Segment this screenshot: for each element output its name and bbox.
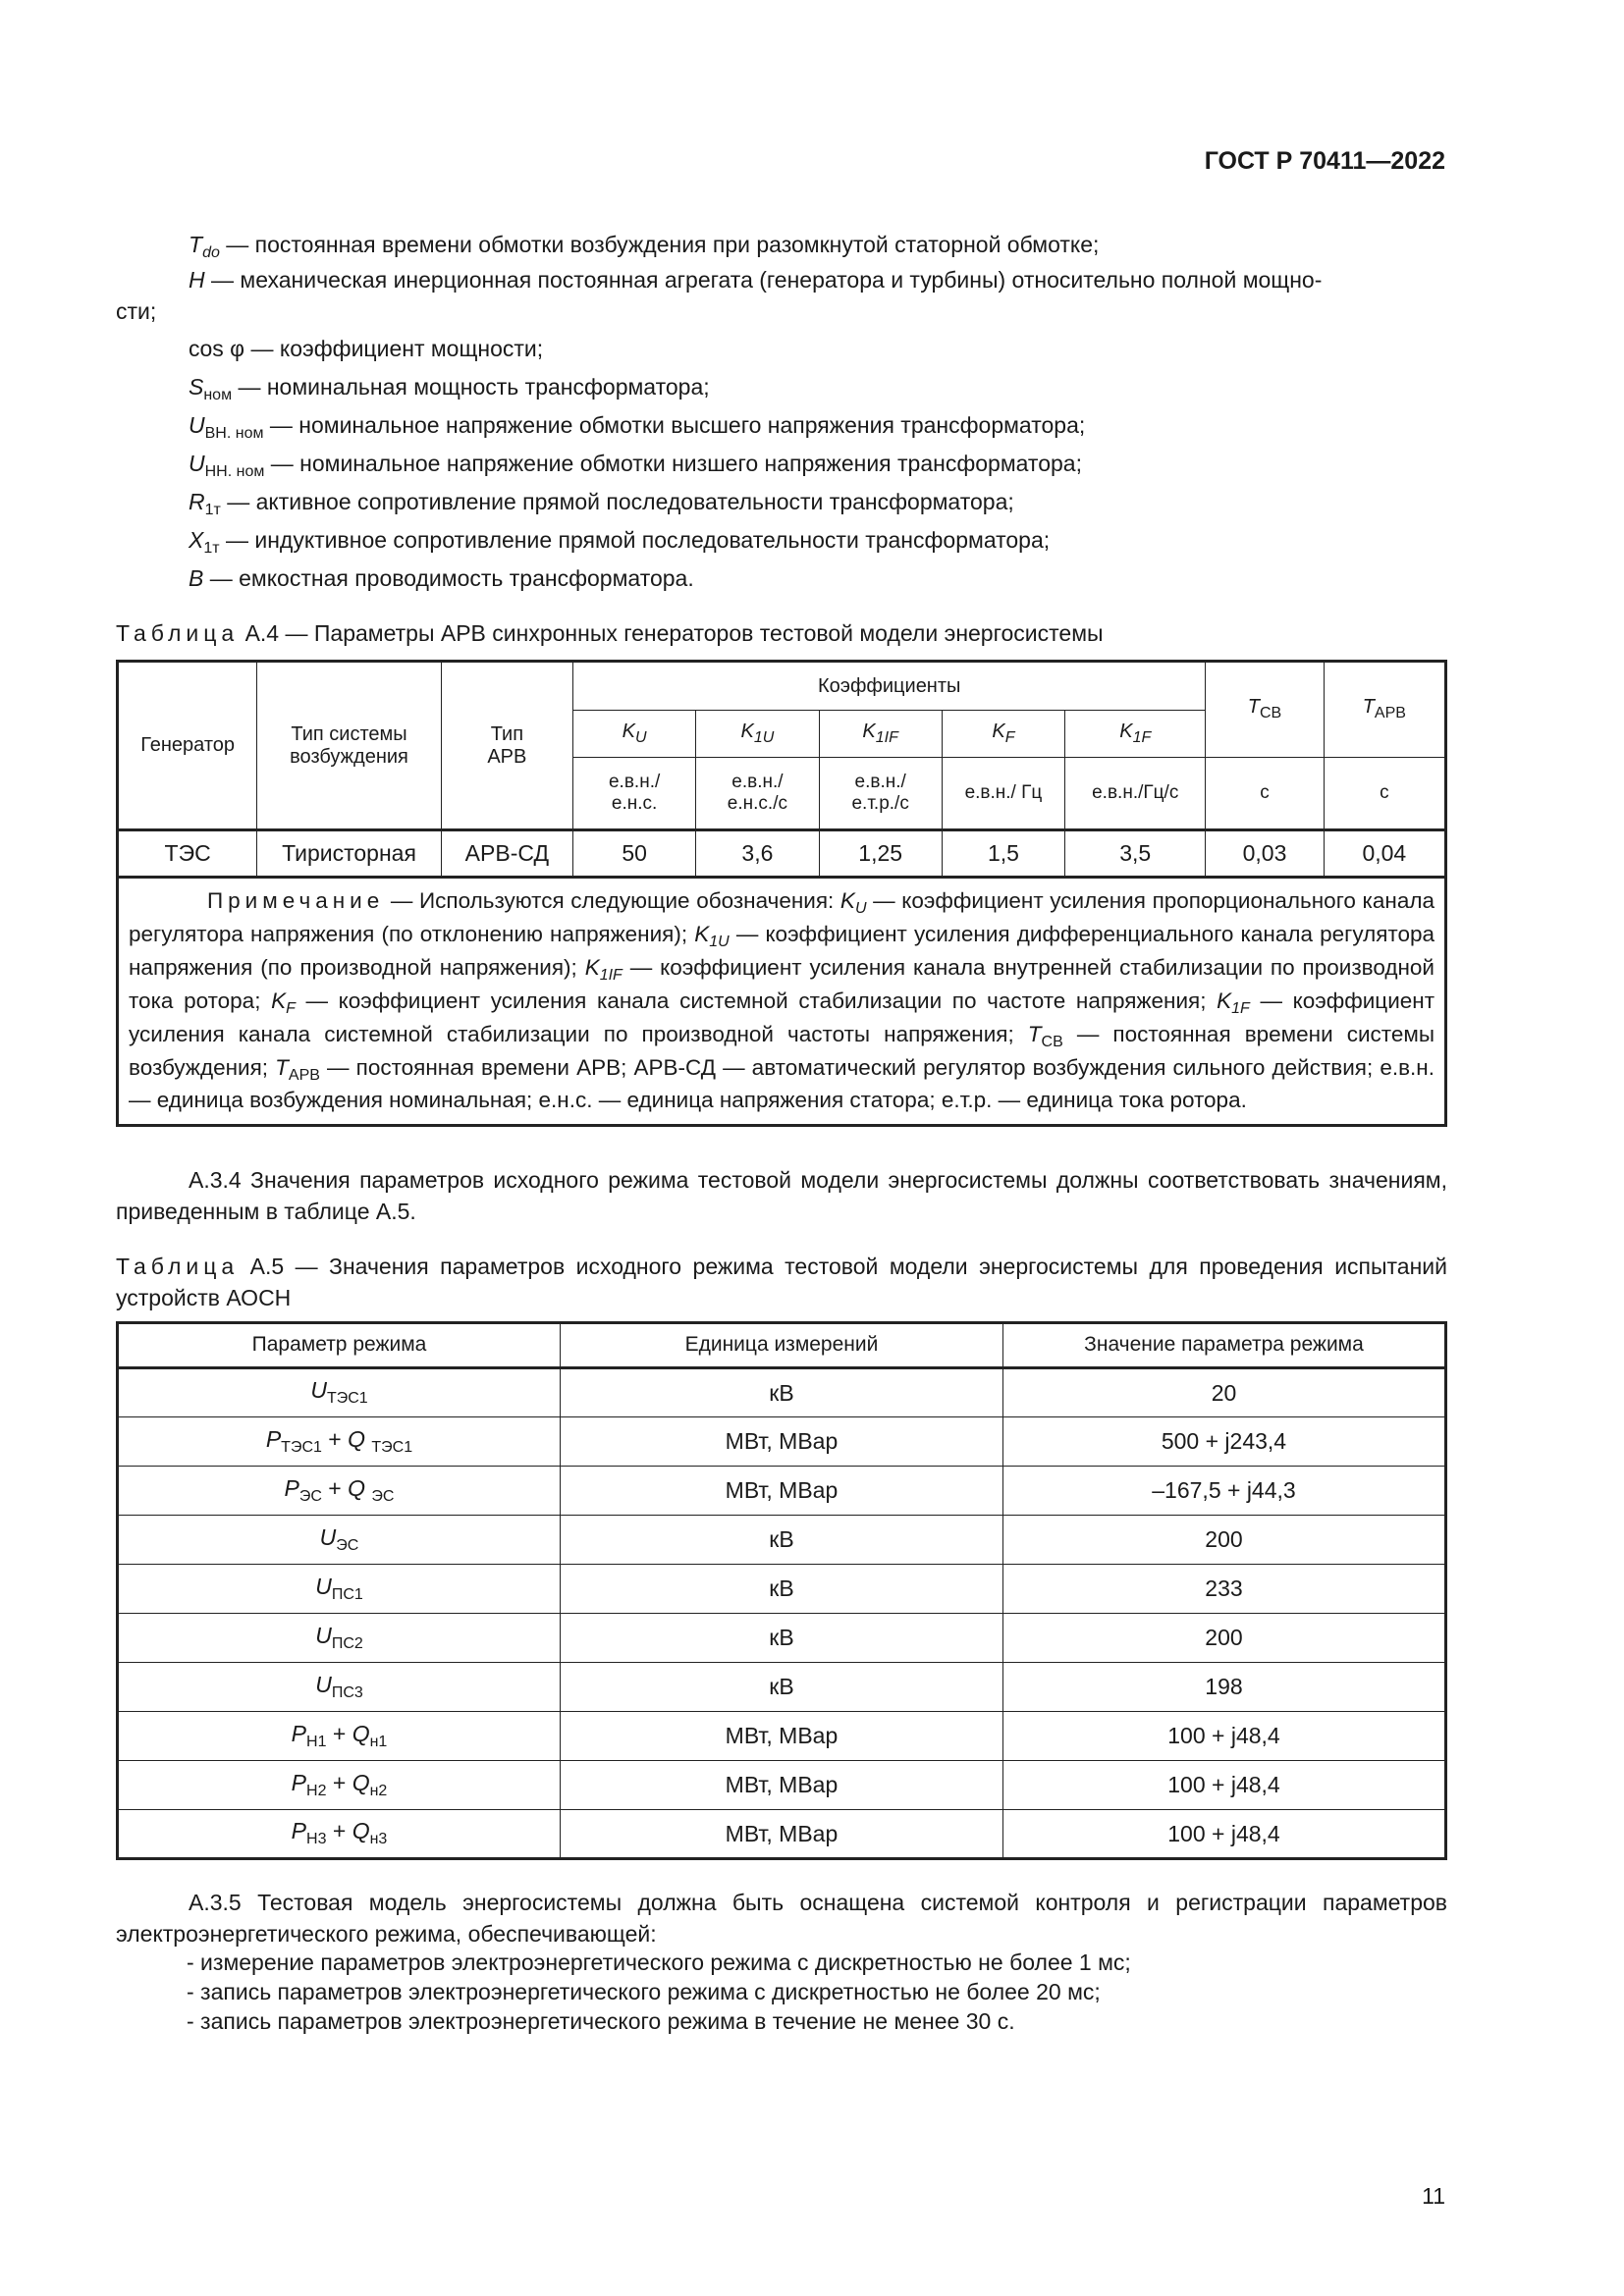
cell-value: 0,03 bbox=[1206, 830, 1324, 878]
paragraph-a3-4: А.3.4 Значения параметров исходного режима тестовой модели энергосистемы должны соответствовать значениям, приведенным в таблице А.5. bbox=[116, 1167, 1447, 1225]
definition-h: H — механическая инерционная постоянная агрегата (генератора и турбины) относительно полной мощно- bbox=[189, 267, 1323, 293]
header-k-u: $K_U$ bbox=[573, 711, 696, 758]
cell-unit: кВ bbox=[560, 1368, 1002, 1417]
cell-parameter: $U_{ПС2}$ bbox=[118, 1614, 561, 1663]
header-coefficients: Коэффициенты bbox=[573, 662, 1206, 711]
cell-unit: МВт, МВар bbox=[560, 1761, 1002, 1810]
cell-value: 198 bbox=[1002, 1663, 1445, 1712]
definition-h-continuation: сти; bbox=[116, 298, 157, 324]
cell-value: –167,5 + j44,3 bbox=[1002, 1467, 1445, 1516]
cell-arv: АРВ-СД bbox=[441, 830, 572, 878]
header-excitation-type: Тип системы возбуждения bbox=[257, 662, 441, 830]
cell-unit: кВ bbox=[560, 1565, 1002, 1614]
cell-value: 0,04 bbox=[1324, 830, 1445, 878]
definition-s-nom: $S_{ном}$ — номинальная мощность трансформатора; bbox=[189, 374, 710, 403]
cell-unit: кВ bbox=[560, 1516, 1002, 1565]
header-t-sv: $T_{СВ}$ bbox=[1206, 662, 1324, 758]
cell-unit: кВ bbox=[560, 1614, 1002, 1663]
table-a4-note: Примечание — Используются следующие обозначения: $K_U$ — коэффициент усиления пропорционального канала регулятора напряжения (по отклонению напряжения); $K_{1U}$ — коэффициент усиления дифференциального канала регулятора напряжения (по производной напряжения); $K_{1IF}$ — коэффициент усиления канала внутренней стабилизации по производной тока ротора; $K_F$ — коэффициент усиления канала системной стабилизации по частоте напряжения; $K_{1F}$ — коэффициент усиления канала системной стабилизации по производной частоты напряжения; $T_{СВ}$ — постоянная времени системы возбуждения; $T_{АРВ}$ — постоянная времени АРВ; АРВ-СД — автоматический регулятор возбуждения сильного действия; е.в.н. — единица возбуждения номинальная; е.н.с. — единица напряжения статора; е.т.р. — единица тока ротора. bbox=[118, 878, 1446, 1126]
definition-u-vn-nom: $U_{ВН. ном}$ — номинальное напряжение обмотки высшего напряжения трансформатора; bbox=[189, 412, 1086, 442]
cell-parameter: $P_{ЭС} + Q$ $_{ЭС}$ bbox=[118, 1467, 561, 1516]
cell-unit: МВт, МВар bbox=[560, 1467, 1002, 1516]
cell-unit: кВ bbox=[560, 1663, 1002, 1712]
cell-value: 1,5 bbox=[942, 830, 1064, 878]
cell-value: 100 + j48,4 bbox=[1002, 1712, 1445, 1761]
cell-parameter: $P_{Н1} + Q_{н1}$ bbox=[118, 1712, 561, 1761]
definition-r1t: $R_{1т}$ — активное сопротивление прямой последовательности трансформатора; bbox=[189, 489, 1014, 518]
unit-cell: е.в.н./ е.н.с./с bbox=[696, 758, 819, 830]
definition-tdo: $T_{do}$ — постоянная времени обмотки возбуждения при разомкнутой статорной обмотке; bbox=[189, 232, 1100, 261]
header-k-1f: $K_{1F}$ bbox=[1065, 711, 1206, 758]
table-row bbox=[118, 1565, 1446, 1614]
unit-cell: с bbox=[1324, 758, 1445, 830]
cell-value: 200 bbox=[1002, 1614, 1445, 1663]
cell-value: 1,25 bbox=[819, 830, 942, 878]
cell-parameter: $P_{ТЭС1} + Q$ $_{ТЭС1}$ bbox=[118, 1417, 561, 1467]
cell-value: 20 bbox=[1002, 1368, 1445, 1417]
unit-cell: е.в.н./ е.н.с. bbox=[573, 758, 696, 830]
header-parameter: Параметр режима bbox=[118, 1323, 561, 1368]
cell-value: 200 bbox=[1002, 1516, 1445, 1565]
cell-value: 3,6 bbox=[696, 830, 819, 878]
cell-value: 3,5 bbox=[1065, 830, 1206, 878]
cell-parameter: $U_{ТЭС1}$ bbox=[118, 1368, 561, 1417]
definition-cos-phi: cos φ — коэффициент мощности; bbox=[189, 336, 544, 361]
table-a4 bbox=[116, 660, 1447, 1127]
table-a5-caption: Таблица А.5 — Значения параметров исходного режима тестовой модели энергосистемы для проведения испытаний устройств АОСН bbox=[116, 1254, 1447, 1311]
table-row bbox=[118, 1467, 1446, 1516]
cell-value: 100 + j48,4 bbox=[1002, 1761, 1445, 1810]
table-row bbox=[118, 1516, 1446, 1565]
table-row bbox=[118, 1663, 1446, 1712]
cell-parameter: $P_{Н3} + Q_{н3}$ bbox=[118, 1810, 561, 1859]
list-item: - запись параметров электроэнергетического режима с дискретностью не более 20 мс; bbox=[187, 1979, 1101, 2004]
cell-generator: ТЭС bbox=[118, 830, 257, 878]
definition-u-nn-nom: $U_{НН. ном}$ — номинальное напряжение обмотки низшего напряжения трансформатора; bbox=[189, 451, 1082, 480]
header-k-1if: $K_{1IF}$ bbox=[819, 711, 942, 758]
definition-b: B — емкостная проводимость трансформатора. bbox=[189, 565, 694, 591]
header-generator: Генератор bbox=[118, 662, 257, 830]
unit-cell: е.в.н./ е.т.р./с bbox=[819, 758, 942, 830]
page-number: 11 bbox=[1422, 2183, 1445, 2209]
cell-parameter: $U_{ЭС}$ bbox=[118, 1516, 561, 1565]
unit-cell: е.в.н./ Гц bbox=[942, 758, 1064, 830]
table-row bbox=[118, 1417, 1446, 1467]
cell-value: 100 + j48,4 bbox=[1002, 1810, 1445, 1859]
header-k-f: $K_F$ bbox=[942, 711, 1064, 758]
cell-parameter: $U_{ПС1}$ bbox=[118, 1565, 561, 1614]
table-row bbox=[118, 1712, 1446, 1761]
cell-value: 500 + j243,4 bbox=[1002, 1417, 1445, 1467]
header-arv-type: Тип АРВ bbox=[441, 662, 572, 830]
cell-parameter: $U_{ПС3}$ bbox=[118, 1663, 561, 1712]
table-row bbox=[118, 1810, 1446, 1859]
definition-x1t: $X_{1т}$ — индуктивное сопротивление прямой последовательности трансформатора; bbox=[189, 527, 1051, 557]
header-t-arv: $T_{АРВ}$ bbox=[1324, 662, 1445, 758]
table-row bbox=[118, 1761, 1446, 1810]
paragraph-a3-5: А.3.5 Тестовая модель энергосистемы должна быть оснащена системой контроля и регистрации параметров электроэнергетического режима, обеспечивающей: bbox=[116, 1890, 1447, 1948]
cell-unit: МВт, МВар bbox=[560, 1810, 1002, 1859]
table-row bbox=[118, 830, 1446, 878]
header-k-1u: $K_{1U}$ bbox=[696, 711, 819, 758]
table-a5 bbox=[116, 1321, 1447, 1860]
cell-unit: МВт, МВар bbox=[560, 1712, 1002, 1761]
cell-unit: МВт, МВар bbox=[560, 1417, 1002, 1467]
header-value: Значение параметра режима bbox=[1002, 1323, 1445, 1368]
header-unit: Единица измерений bbox=[560, 1323, 1002, 1368]
list-item: - запись параметров электроэнергетического режима в течение не менее 30 с. bbox=[187, 2008, 1015, 2034]
list-item: - измерение параметров электроэнергетического режима с дискретностью не более 1 мс; bbox=[187, 1949, 1131, 1975]
table-row bbox=[118, 1614, 1446, 1663]
unit-cell: с bbox=[1206, 758, 1324, 830]
unit-cell: е.в.н./Гц/с bbox=[1065, 758, 1206, 830]
table-a4-caption: Таблица А.4 — Параметры АРВ синхронных генераторов тестовой модели энергосистемы bbox=[116, 620, 1104, 646]
cell-excitation: Тиристорная bbox=[257, 830, 441, 878]
cell-parameter: $P_{Н2} + Q_{н2}$ bbox=[118, 1761, 561, 1810]
cell-value: 50 bbox=[573, 830, 696, 878]
cell-value: 233 bbox=[1002, 1565, 1445, 1614]
document-number: ГОСТ Р 70411—2022 bbox=[1204, 147, 1445, 175]
table-row bbox=[118, 1368, 1446, 1417]
